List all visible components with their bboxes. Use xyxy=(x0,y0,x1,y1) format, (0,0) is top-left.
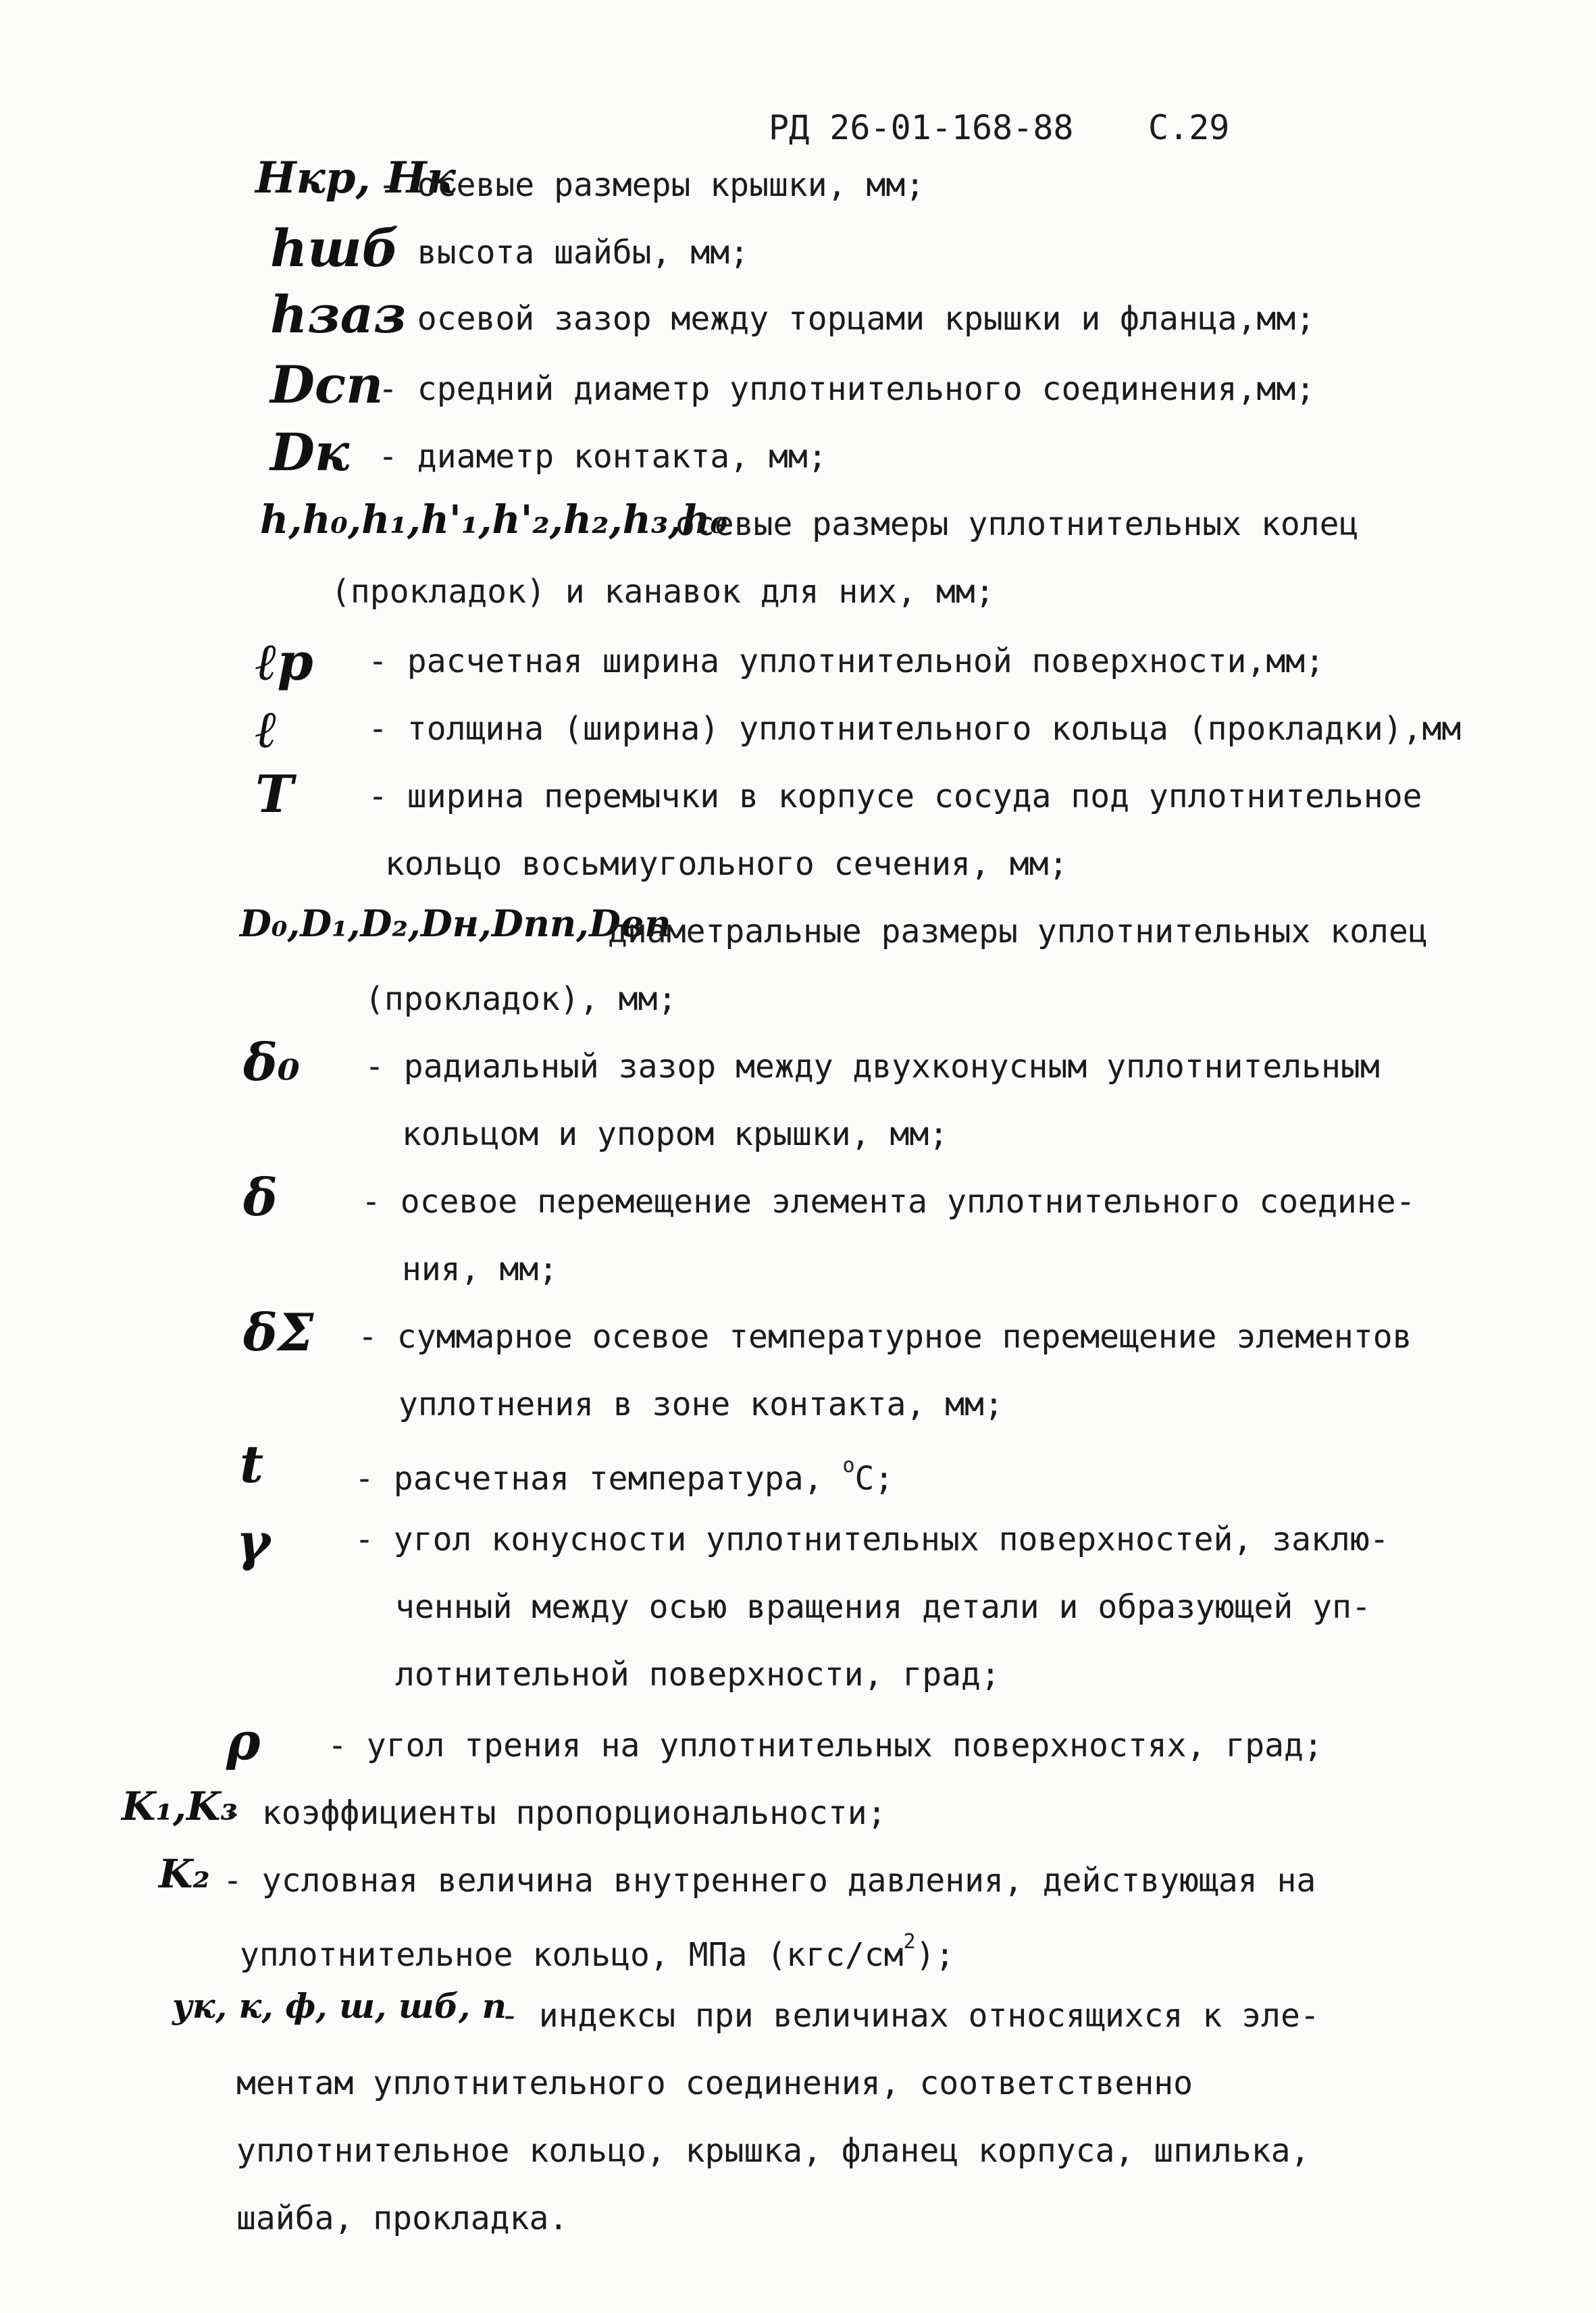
definition-line: - средний диаметр уплотнительного соединения,мм; xyxy=(378,370,1316,408)
symbol-l-r: ℓр xyxy=(255,632,313,692)
definition-line: - осевые размеры крышки, мм; xyxy=(378,166,925,204)
symbol-d-k: Dк xyxy=(270,422,350,482)
symbol-rho: ρ xyxy=(226,1711,261,1771)
definition-line: - ширина перемычки в корпусе сосуда под уплотнительное xyxy=(368,778,1422,815)
definition-line: - угол трения на уплотнительных поверхностях, град; xyxy=(328,1727,1323,1764)
definition-line: - радиальный зазор между двухконусным уплотнительным xyxy=(365,1048,1380,1086)
definition-line: - диаметр контакта, мм; xyxy=(378,438,827,476)
degree-superscript: o xyxy=(842,1454,855,1477)
definition-line: (прокладок) и канавок для них, мм; xyxy=(331,573,995,611)
definition-line: кольцом и упором крышки, мм; xyxy=(402,1115,949,1153)
definition-line: - толщина (ширина) уплотнительного кольца (прокладки),мм xyxy=(368,710,1462,748)
symbol-d-sp: Dсп xyxy=(270,355,384,415)
symbol-delta-sigma: δΣ xyxy=(243,1302,314,1363)
symbol-t-temperature: t xyxy=(240,1434,264,1494)
document-code: РД 26-01-168-88 xyxy=(769,108,1074,147)
definition-text: - расчетная температура, xyxy=(355,1460,823,1498)
definition-line: (прокладок), мм; xyxy=(365,980,677,1018)
symbol-delta: δ xyxy=(243,1167,278,1227)
symbol-delta-0: δ₀ xyxy=(243,1032,300,1092)
symbol-h-zaz: hзаз xyxy=(270,284,407,345)
definition-line: - условная величина внутреннего давления, действующая на xyxy=(223,1862,1316,1900)
definition-line: диаметральные размеры уплотнительных колец xyxy=(608,913,1428,950)
definition-line: - высота шайбы, мм; xyxy=(378,234,750,272)
definition-line: кольцо восьмиугольного сечения, мм; xyxy=(385,845,1069,883)
symbol-d-set: D₀,D₁,D₂,Dн,Dпп,Dвп xyxy=(240,902,671,945)
definition-text: ); xyxy=(915,1936,955,1974)
definition-line: уплотнительное кольцо, крышка, фланец корпуса, шпилька, xyxy=(236,2132,1310,2170)
page-number: С.29 xyxy=(1148,108,1230,147)
symbol-k2: K₂ xyxy=(159,1851,210,1897)
definition-line: - осевой зазор между торцами крышки и фланца,мм; xyxy=(378,300,1316,338)
definition-line: - расчетная ширина уплотнительной поверхности,мм; xyxy=(368,642,1325,680)
symbol-h-set: h,h₀,h₁,h'₁,h'₂,h₂,h₃,h₀ xyxy=(260,497,728,542)
symbol-h-shb: hшб xyxy=(270,218,399,278)
definition-line xyxy=(355,1454,894,1498)
definition-text: уплотнительное кольцо, МПа (кгс/см xyxy=(240,1936,904,1974)
definition-line: осевые размеры уплотнительных колец xyxy=(675,505,1359,543)
definition-line: - угол конусности уплотнительных поверхностей, заклю- xyxy=(355,1521,1389,1558)
definition-line xyxy=(240,1930,955,1974)
symbol-indices: ук, к, ф, ш, шб, п xyxy=(172,1986,507,2026)
symbol-gamma: γ xyxy=(236,1512,271,1572)
definition-text: С; xyxy=(854,1460,894,1498)
symbol-k1-k3: K₁,K₃ xyxy=(122,1783,238,1829)
definition-line: - суммарное осевое температурное перемещение элементов xyxy=(358,1318,1412,1356)
definition-line: ния, мм; xyxy=(402,1250,559,1288)
definition-line: шайба, прокладка. xyxy=(236,2200,569,2237)
definition-line: уплотнения в зоне контакта, мм; xyxy=(398,1386,1004,1423)
symbol-h-kr-h-k: Hкр, Hк xyxy=(255,153,456,203)
definition-line: лотнительной поверхности, град; xyxy=(395,1656,1000,1694)
definition-line: ченный между осью вращения детали и образующей уп- xyxy=(395,1588,1371,1626)
definition-line: ментам уплотнительного соединения, соответственно xyxy=(236,2064,1193,2102)
exponent-superscript: 2 xyxy=(903,1930,916,1954)
symbol-l: ℓ xyxy=(255,699,278,759)
definition-line: - индексы при величинах относящихся к эле- xyxy=(500,1997,1320,2035)
definition-line: - осевое перемещение элемента уплотнительного соедине- xyxy=(361,1183,1416,1221)
definition-line: - коэффициенты пропорциональности; xyxy=(223,1794,887,1832)
symbol-t-width: T xyxy=(255,764,294,824)
